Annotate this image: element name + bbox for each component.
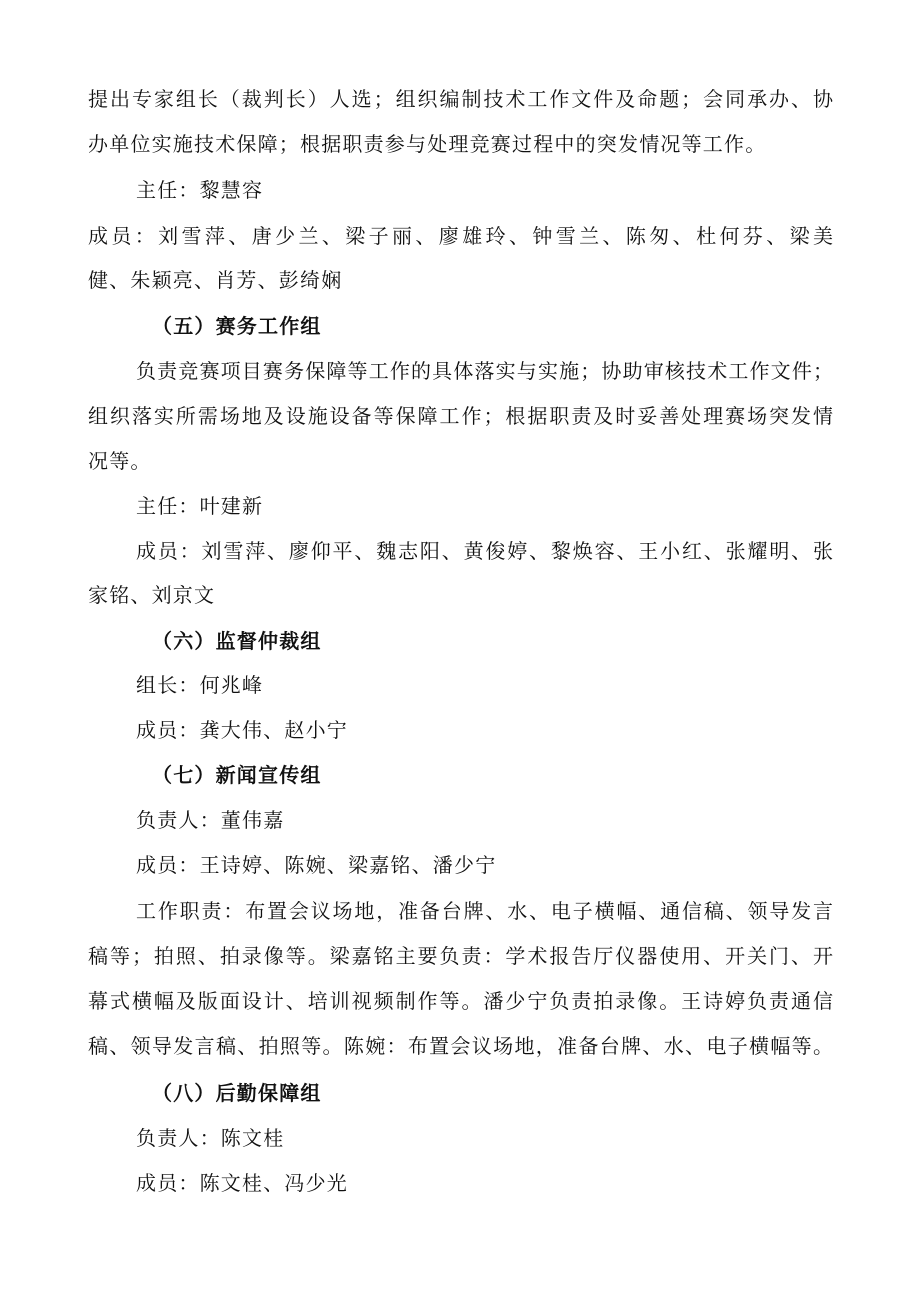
section-8-heading: （八）后勤保障组: [152, 1081, 322, 1105]
section-5-members-line-2: 家铭、刘京文: [88, 583, 216, 607]
section-5-duty-line-1: 负责竞赛项目赛务保障等工作的具体落实与实施；协助审核技术工作文件；: [136, 359, 833, 383]
section-8-responsible: 负责人：陈文桂: [136, 1126, 285, 1150]
section-7-heading: （七）新闻宣传组: [152, 763, 322, 787]
section-5-duty-line-3: 况等。: [88, 449, 152, 473]
section-8-members: 成员：陈文桂、冯少光: [136, 1171, 348, 1195]
section-6-heading: （六）监督仲裁组: [152, 629, 322, 653]
intro-members-line-1: 成员：刘雪萍、唐少兰、梁子丽、廖雄玲、钟雪兰、陈匆、杜何芬、梁美: [88, 224, 833, 248]
intro-duty-line-1: 提出专家组长（裁判长）人选；组织编制技术工作文件及命题；会同承办、协: [88, 87, 833, 111]
section-5-members-line-1: 成员：刘雪萍、廖仰平、魏志阳、黄俊婷、黎焕容、王小红、张耀明、张: [136, 539, 833, 563]
section-7-duty-line-1: 工作职责：布置会议场地，准备台牌、水、电子横幅、通信稿、领导发言: [136, 899, 833, 923]
section-6-members: 成员：龚大伟、赵小宁: [136, 718, 348, 742]
section-5-duty-line-2: 组织落实所需场地及设施设备等保障工作；根据职责及时妥善处理赛场突发情: [88, 404, 833, 428]
intro-director: 主任：黎慧容: [136, 178, 264, 202]
section-7-duty-line-3: 幕式横幅及版面设计、培训视频制作等。潘少宁负责拍录像。王诗婷负责通信: [88, 989, 833, 1013]
section-7-duty-line-2: 稿等；拍照、拍录像等。梁嘉铭主要负责：学术报告厅仪器使用、开关门、开: [88, 944, 833, 968]
section-5-director: 主任：叶建新: [136, 494, 264, 518]
section-7-members: 成员：王诗婷、陈婉、梁嘉铭、潘少宁: [136, 853, 497, 877]
section-7-duty-line-4: 稿、领导发言稿、拍照等。陈婉：布置会议场地，准备台牌、水、电子横幅等。: [88, 1034, 833, 1058]
section-5-heading: （五）赛务工作组: [152, 314, 322, 338]
section-6-leader: 组长：何兆峰: [136, 673, 264, 697]
intro-duty-line-2: 办单位实施技术保障；根据职责参与处理竞赛过程中的突发情况等工作。: [88, 132, 767, 156]
intro-members-line-2: 健、朱颖亮、肖芳、彭绮娴: [88, 268, 343, 292]
section-7-responsible: 负责人：董伟嘉: [136, 808, 285, 832]
